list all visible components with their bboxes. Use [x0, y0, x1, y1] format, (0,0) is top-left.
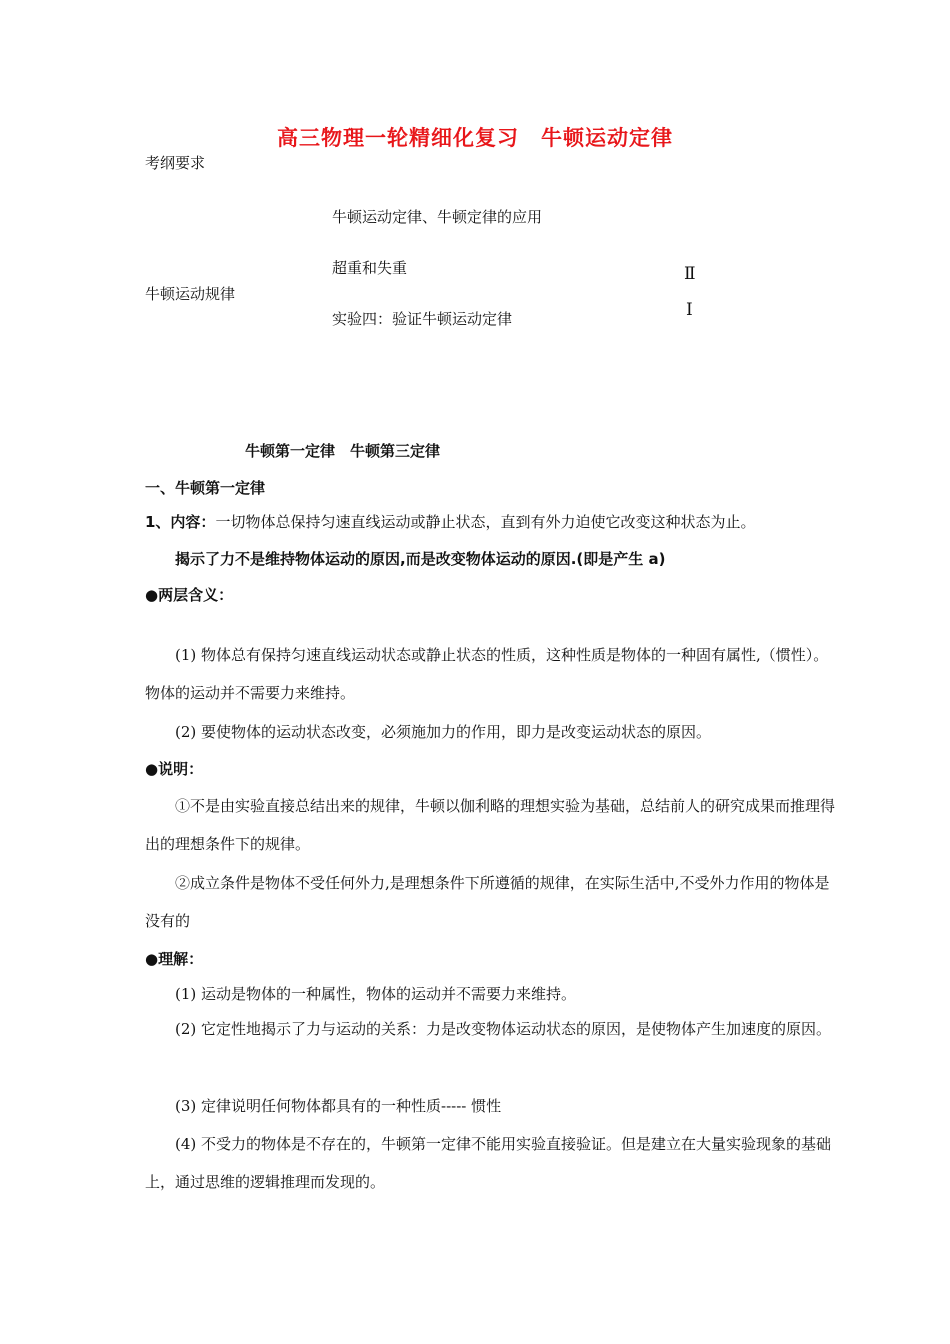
- syllabus-topic: 牛顿运动规律: [145, 285, 236, 303]
- syllabus-item-3: 实验四：验证牛顿运动定律: [332, 310, 513, 328]
- content-label: 1、内容：: [145, 513, 216, 531]
- section-title: 牛顿第一定律 牛顿第三定律: [245, 442, 441, 460]
- syllabus-label: 考纲要求: [145, 154, 206, 172]
- syllabus-level-1: Ⅰ: [686, 300, 693, 320]
- syllabus-level-2: Ⅱ: [684, 264, 696, 284]
- note-1: ①不是由实验直接总结出来的规律，牛顿以伽利略的理想实验为基础，总结前人的研究成果而推理得出的理想条件下的规律。: [145, 797, 836, 853]
- understanding-3: (3) 定律说明任何物体都具有的一种性质----- 惯性: [175, 1097, 502, 1115]
- syllabus-item-1: 牛顿运动定律、牛顿定律的应用: [332, 208, 543, 226]
- understanding-2: (2) 它定性地揭示了力与运动的关系：力是改变物体运动状态的原因，是使物体产生加速度的原因。: [175, 1020, 832, 1038]
- understanding-label: ●理解：: [145, 950, 204, 968]
- meaning-2: (2) 要使物体的运动状态改变，必须施加力的作用，即力是改变运动状态的原因。: [175, 723, 712, 741]
- understanding-4: (4) 不受力的物体是不存在的，牛顿第一定律不能用实验直接验证。但是建立在大量实验现象的基础上，通过思维的逻辑推理而发现的。: [145, 1135, 832, 1191]
- two-meanings-label: ●两层含义：: [145, 586, 234, 604]
- note-2: ②成立条件是物体不受任何外力,是理想条件下所遵循的规律，在实际生活中,不受外力作用的物体是没有的: [145, 874, 830, 930]
- content-reveal: 揭示了力不是维持物体运动的原因,而是改变物体运动的原因.(即是产生 a): [175, 550, 666, 568]
- understanding-1: (1) 运动是物体的一种属性，物体的运动并不需要力来维持。: [175, 985, 577, 1003]
- page-title: 高三物理一轮精细化复习 牛顿运动定律: [277, 126, 673, 150]
- notes-label: ●说明：: [145, 760, 204, 778]
- syllabus-item-2: 超重和失重: [332, 259, 408, 277]
- heading-first-law: 一、牛顿第一定律: [145, 479, 266, 497]
- content-text: 一切物体总保持匀速直线运动或静止状态，直到有外力迫使它改变这种状态为止。: [215, 513, 756, 531]
- content-line: [145, 511, 755, 532]
- meaning-1: (1) 物体总有保持匀速直线运动状态或静止状态的性质，这种性质是物体的一种固有属性,（惯性）。物体的运动并不需要力来维持。: [145, 646, 829, 702]
